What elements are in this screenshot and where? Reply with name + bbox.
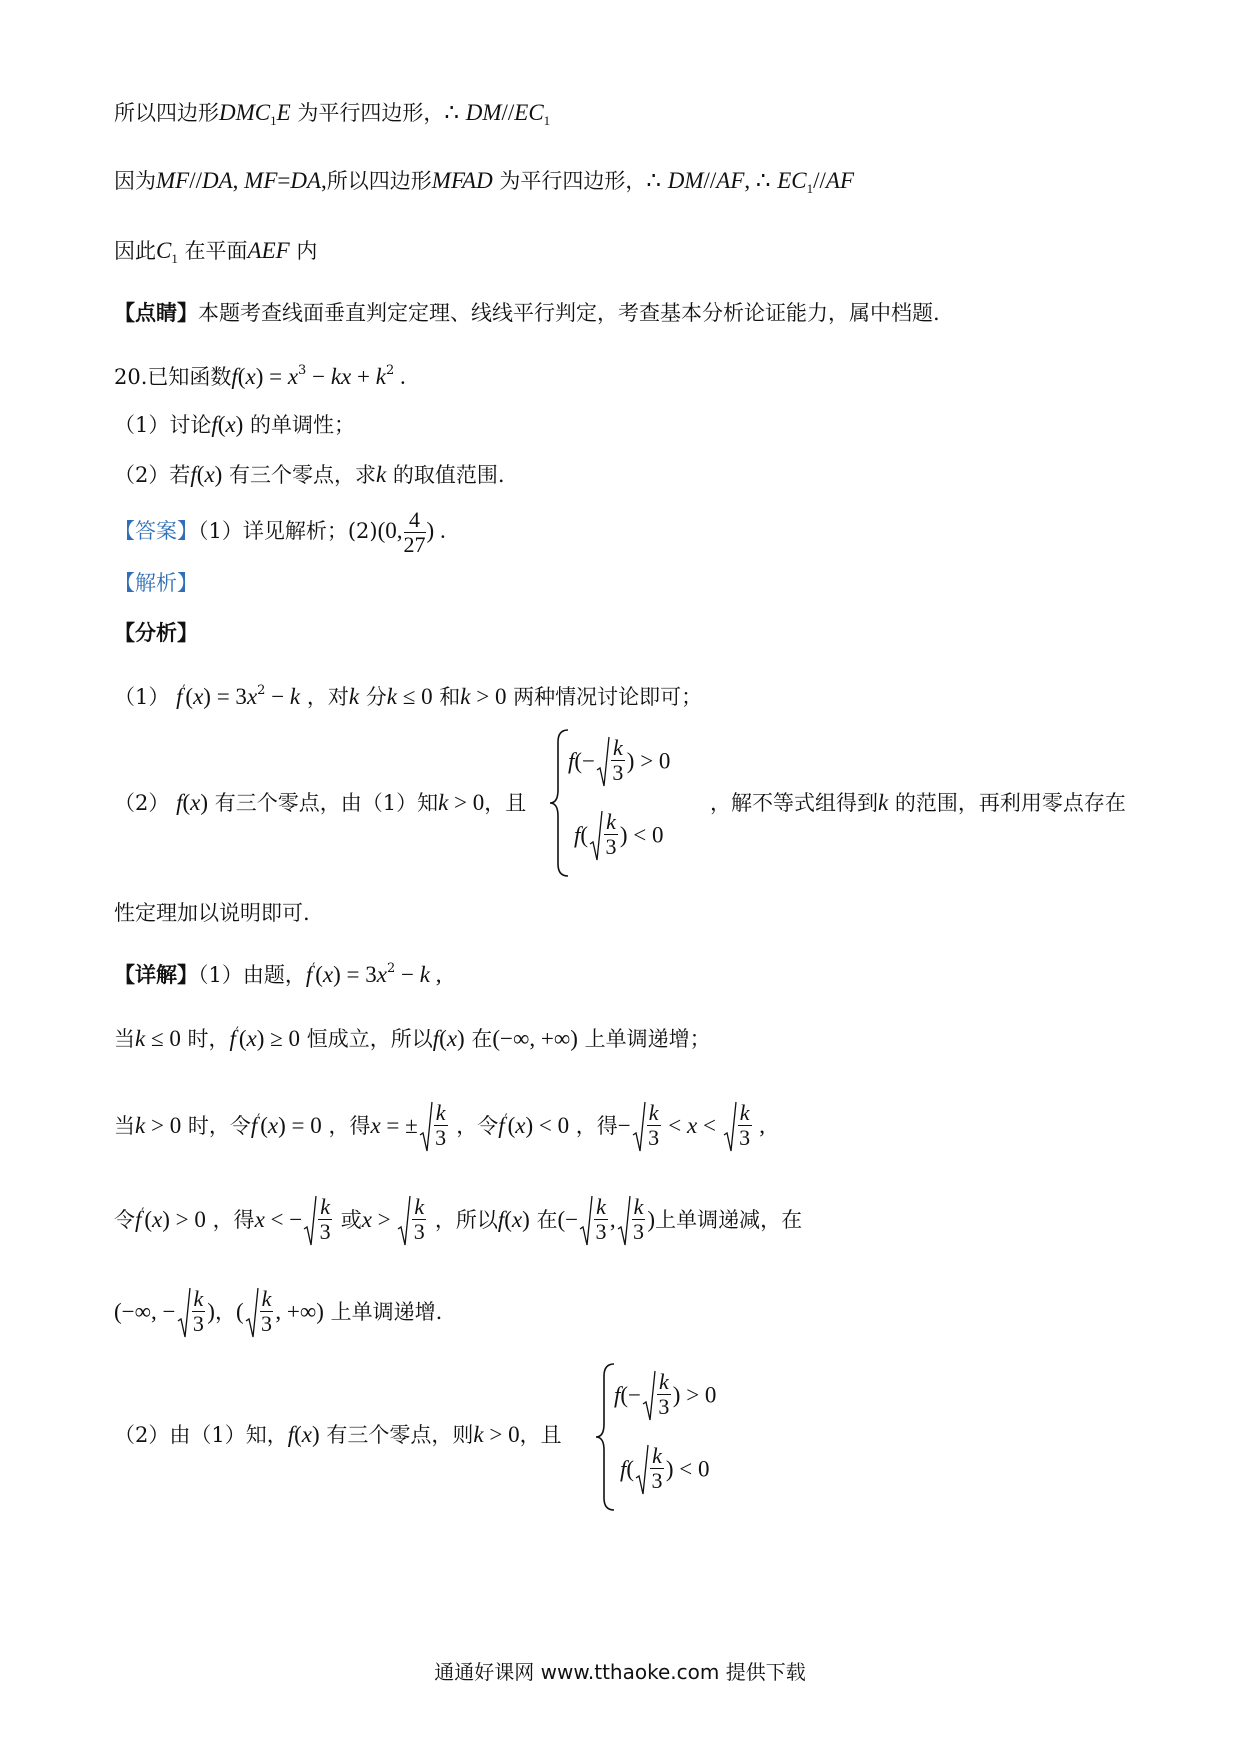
question-20-title: 20.已知函数$f(x) = x^3$ − kx + $k^2$ . (114, 363, 406, 389)
xiangjie-line-5: (−∞, − $\frac{k}{3}$ )，( $\frac{k}{3}$ , +∞) 上单调递增. (114, 1285, 443, 1336)
xiangjie-line-6: （2）由（1）知，f(x) 有三个零点，则k > 0，且 (114, 1422, 562, 1447)
fenxi-line-2-tail: ，解不等式组得到k 的范围，再利用零点存在 (710, 790, 1126, 815)
line-c1-in-plane: 因此$C_1$ 在平面AEF 内 (114, 238, 318, 266)
fenxi-line-3: 性定理加以说明即可. (114, 901, 310, 925)
jiexi-tag: 【解析】 (114, 571, 198, 595)
fenxi-line-1: （1） $f'(x) = 3x^2 - k$ ，对k 分k ≤ 0 和k > 0 两种情况讨论即可； (114, 683, 703, 709)
xiangjie-line-2: 当k ≤ 0 时，f′(x) ≥ 0 恒成立，所以f(x) 在(−∞, +∞) 上单调递增； (114, 1025, 711, 1051)
system-2-ineq-1: f(− $\frac{k}{3}$ ) > 0 (614, 1369, 717, 1419)
dianjing-remark: 【点睛】本题考查线面垂直判定定理、线线平行判定，考查基本分析论证能力，属中档题. (114, 300, 940, 325)
fenxi-tag: 【分析】 (114, 620, 198, 645)
answer-line: 【答案】（1）详见解析；(2)(0, $\frac{4}{27}$ ) . (114, 507, 446, 557)
xiangjie-line-1: 【详解】（1）由题，$f'(x) = 3x^2 - k$ , (114, 961, 442, 987)
page-footer: 通通好课网 www.tthaoke.com 提供下载 (434, 1660, 806, 1684)
line-parallelogram-mfad: 因为MF//DA, MF=DA,所以四边形MFAD 为平行四边形，∴ DM//AF, ∴ $EC_1//AF$ (114, 168, 854, 196)
system-1-ineq-2: f( $\frac{k}{3}$ ) < 0 (574, 809, 664, 859)
line-parallelogram-dmc1e: 所以四边形$DMC_1E$ 为平行四边形，∴ $DM//EC_1$ (114, 100, 551, 128)
system-2-ineq-2: f( $\frac{k}{3}$ ) < 0 (620, 1443, 710, 1493)
brace-system-1 (548, 728, 570, 878)
question-20-part2: （2）若f(x) 有三个零点，求k 的取值范围. (114, 462, 505, 487)
xiangjie-line-3: 当k > 0 时，令f′(x) = 0 ，得x = ± $\frac{k}{3}$ ，令f′(x) < 0 ，得− $\frac{k}{3}$ < x < $\frac{k}{3}$ , (114, 1099, 765, 1150)
brace-system-2 (594, 1362, 616, 1512)
fenxi-line-2: （2） f(x) 有三个零点，由（1）知k > 0，且 (114, 790, 527, 815)
fraction-4-27: $\frac{4}{27}$ (403, 507, 426, 557)
xiangjie-line-4: 令f′(x) > 0 ，得x < − $\frac{k}{3}$ 或x > $\frac{k}{3}$ ，所以f(x) 在(− $\frac{k}{3}$ , $\frac{k}{3}$ )上单调递减，在 (114, 1193, 803, 1244)
system-1-ineq-1: f(− $\frac{k}{3}$ ) > 0 (568, 735, 671, 785)
question-20-part1: （1）讨论f(x) 的单调性； (114, 412, 356, 437)
